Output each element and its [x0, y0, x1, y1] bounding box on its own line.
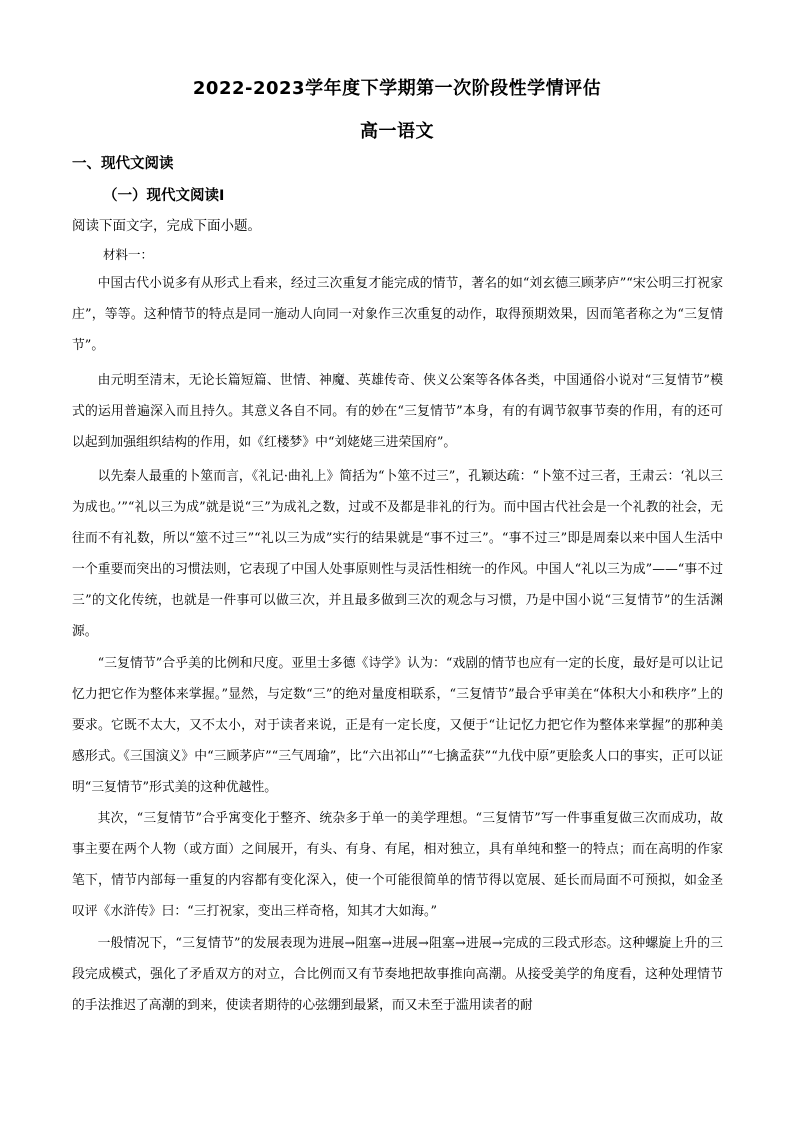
material-paragraph: 以先秦人最重的卜筮而言，《礼记·曲礼上》简括为“卜筮不过三”，孔颖达疏：“卜筮不过三者，王肃云：‘礼以三为成也。’”“礼以三为成”就是说“三”为成礼之数，过或不及都是非礼的行为。而中国古代社会是一个礼教的社会，无往而不有礼数，所以“筮不过三”“礼以三为成”实行的结果就是“事不过三”。“事不过三”即是周秦以来中国人生活中一个重要而突出的习惯法则，它表现了中国人处事原则性与灵活性相统一的作风。中国人“礼以三为成”——“事不过三”的文化传统，也就是一件事可以做三次，并且最多做到三次的观念与习惯，乃是中国小说“三复情节”的生活渊源。: [72, 469, 723, 639]
material-paragraph: 由元明至清末，无论长篇短篇、世情、神魔、英雄传奇、侠义公案等各体各类，中国通俗小说对“三复情节”模式的运用普遍深入而且持久。其意义各自不同。有的妙在“三复情节”本身，有的有调节叙事节奏的作用，有的还可以起到加强组织结构的作用，如《红楼梦》中“刘姥姥三进荣国府”。: [72, 373, 723, 450]
material-paragraph: 中国古代小说多有从形式上看来，经过三次重复才能完成的情节，著名的如“刘玄德三顾茅庐”“宋公明三打祝家庄”，等等。这种情节的特点是同一施动人向同一对象作三次重复的动作，取得预期效果，因而笔者称之为“三复情节”。: [72, 276, 723, 353]
subsection-heading: （一）现代文阅读Ⅰ: [103, 188, 225, 204]
document-title: 2022-2023学年度下学期第一次阶段性学情评估: [192, 78, 602, 99]
material-paragraph: 一般情况下，“三复情节”的发展表现为进展→阻塞→进展→阻塞→进展→完成的三段式形态。这种螺旋上升的三段完成模式，强化了矛盾双方的对立，合比例而又有节奏地把故事推向高潮。从接受美学的角度看，这种处理情节的手法推迟了高潮的到来，使读者期待的心弦绷到最紧，而又未至于滥用读者的耐: [72, 936, 723, 1013]
document-subtitle: 高一语文: [360, 121, 434, 142]
material-paragraph: “三复情节”合乎美的比例和尺度。亚里士多德《诗学》认为：“戏剧的情节也应有一定的长度，最好是可以让记忆力把它作为整体来掌握。”显然，与定数“三”的绝对量度相联系，“三复情节”最合乎审美在“体积大小和秩序”上的要求。它既不太大，又不太小，对于读者来说，正是有一定长度，又便于“让记忆力把它作为整体来掌握”的那种美感形式。《三国演义》中“三顾茅庐”“三气周瑜”，比“六出祁山”“七擒孟获”“九伐中原”更脍炙人口的事实，正可以证明“三复情节”形式美的这种优越性。: [72, 656, 723, 795]
reading-instruction: 阅读下面文字，完成下面小题。: [72, 218, 261, 234]
section-heading: 一、现代文阅读: [72, 156, 174, 172]
material-paragraph: 其次，“三复情节”合乎寓变化于整齐、统杂多于单一的美学理想。“三复情节”写一件事重复做三次而成功，故事主要在两个人物（或方面）之间展开，有头、有身、有尾，相对独立，具有单纯和整一的特点；而在高明的作家笔下，情节内部每一重复的内容都有变化深入，使一个可能很简单的情节得以宽展、延长而局面不可预拟，如金圣叹评《水浒传》曰：“三打祝家，变出三样奇格，知其才大如海。”: [72, 811, 723, 919]
material-label: 材料一：: [103, 247, 154, 262]
